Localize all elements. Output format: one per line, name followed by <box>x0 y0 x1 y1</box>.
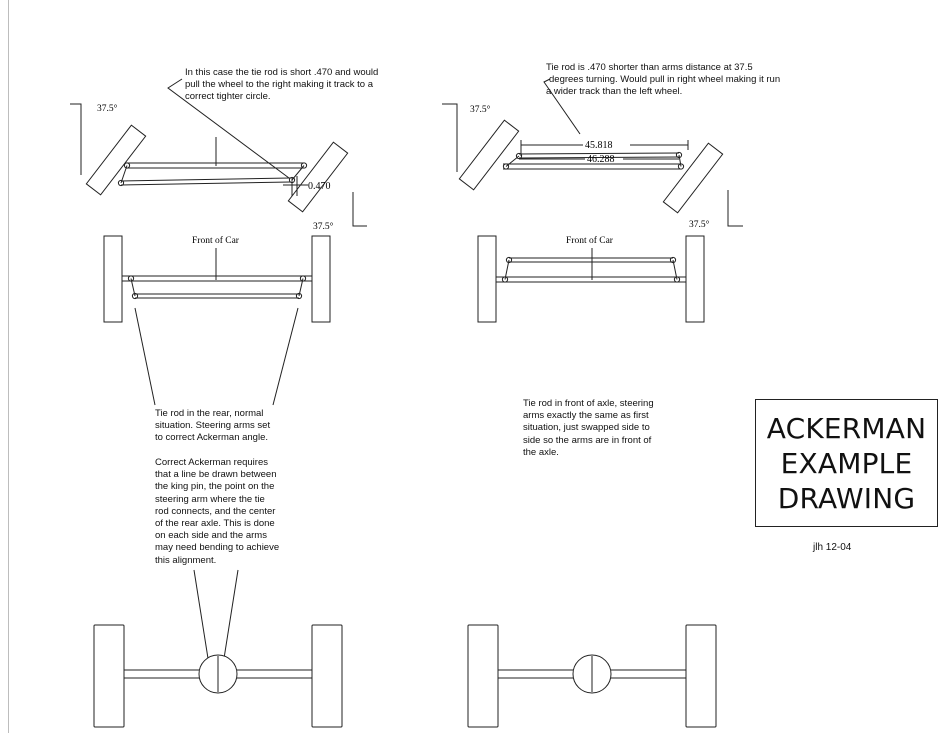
left-angle-bracket-top <box>70 104 81 175</box>
note-line: the king pin, the point on the <box>155 481 275 493</box>
left-angle-label-bottom: 37.5° <box>313 222 334 232</box>
right-front-tie-rod-note <box>523 398 654 459</box>
note-line: may need bending to achieve <box>155 542 280 554</box>
left-top-tie-rod <box>121 178 290 181</box>
left-top-steering-arm-left <box>121 166 127 184</box>
right-front-of-car-label: Front of Car <box>566 236 613 246</box>
right-rear-wheel-left <box>468 625 498 727</box>
right-rear-wheel-right <box>686 625 716 727</box>
right-angle-bracket-top <box>442 104 457 172</box>
note-line: that a line be drawn between <box>155 469 277 481</box>
title-line: EXAMPLE <box>780 446 913 480</box>
left-rear-wheel-right <box>312 625 342 727</box>
left-callout-note <box>185 67 378 104</box>
title-line: DRAWING <box>777 481 916 515</box>
note-line: of the rear axle. This is done <box>155 518 275 530</box>
note-line: Correct Ackerman requires <box>155 457 268 468</box>
left-dimension-label: 0.470 <box>308 181 331 192</box>
note-line: Tie rod in front of axle, steering <box>523 398 654 409</box>
right-top-steering-arm-left <box>506 156 519 167</box>
left-angle-bracket-bottom <box>353 192 367 226</box>
right-callout-line: degrees turning. Would pull in right wheel making it run <box>549 74 781 86</box>
right-top-wheel-right <box>663 143 722 213</box>
note-line: rod connects, and the center <box>155 505 276 517</box>
left-callout-line: In this case the tie rod is short .470 and would <box>185 67 379 78</box>
right-callout-line: Tie rod is .470 shorter than arms distance at 37.5 <box>546 62 753 73</box>
note-line: to correct Ackerman angle. <box>155 432 268 444</box>
note-line: situation, just swapped side to <box>523 422 650 434</box>
left-callout-line: pull the wheel to the right making it track to a <box>185 79 373 91</box>
right-angle-label-bottom: 37.5° <box>689 220 710 230</box>
left-callout-line: correct tighter circle. <box>185 91 271 103</box>
left-angle-label-top: 37.5° <box>97 104 118 114</box>
right-callout-line: a wider track than the left wheel. <box>546 86 683 98</box>
right-mid-wheel-right <box>686 236 704 322</box>
left-rear-wheel-left <box>94 625 124 727</box>
title-line: ACKERMAN <box>766 411 927 445</box>
left-front-of-car-label: Front of Car <box>192 236 239 246</box>
right-dimension-label-1: 45.818 <box>585 140 613 151</box>
note-line: steering arm where the tie <box>155 493 265 505</box>
left-mid-wheel-right <box>312 236 330 322</box>
note-line: situation. Steering arms set <box>155 420 271 432</box>
left-leader-right <box>273 308 298 405</box>
note-line: Tie rod in the rear, normal <box>155 408 264 419</box>
note-line: the axle. <box>523 446 559 458</box>
left-top-tie-rod-edge <box>121 182 290 185</box>
correct-ackerman-note <box>155 457 279 567</box>
note-line: this alignment. <box>155 554 217 566</box>
right-angle-label-top: 37.5° <box>470 105 491 115</box>
right-angle-bracket-bottom <box>728 190 743 226</box>
note-line: arms exactly the same as first <box>523 410 649 422</box>
title-box <box>755 399 938 527</box>
left-rear-tie-rod-note <box>155 408 270 445</box>
left-mid-wheel-left <box>104 236 122 322</box>
right-dimension-label-2: 46.288 <box>587 154 615 165</box>
right-mid-wheel-left <box>478 236 496 322</box>
note-line: side so the arms are in front of <box>523 434 652 446</box>
author-initials: jlh 12-04 <box>813 542 852 553</box>
note-line: on each side and the arms <box>155 530 267 542</box>
left-leader-left <box>135 308 155 405</box>
right-top-wheel-left <box>459 120 518 190</box>
right-callout-note <box>546 62 780 99</box>
